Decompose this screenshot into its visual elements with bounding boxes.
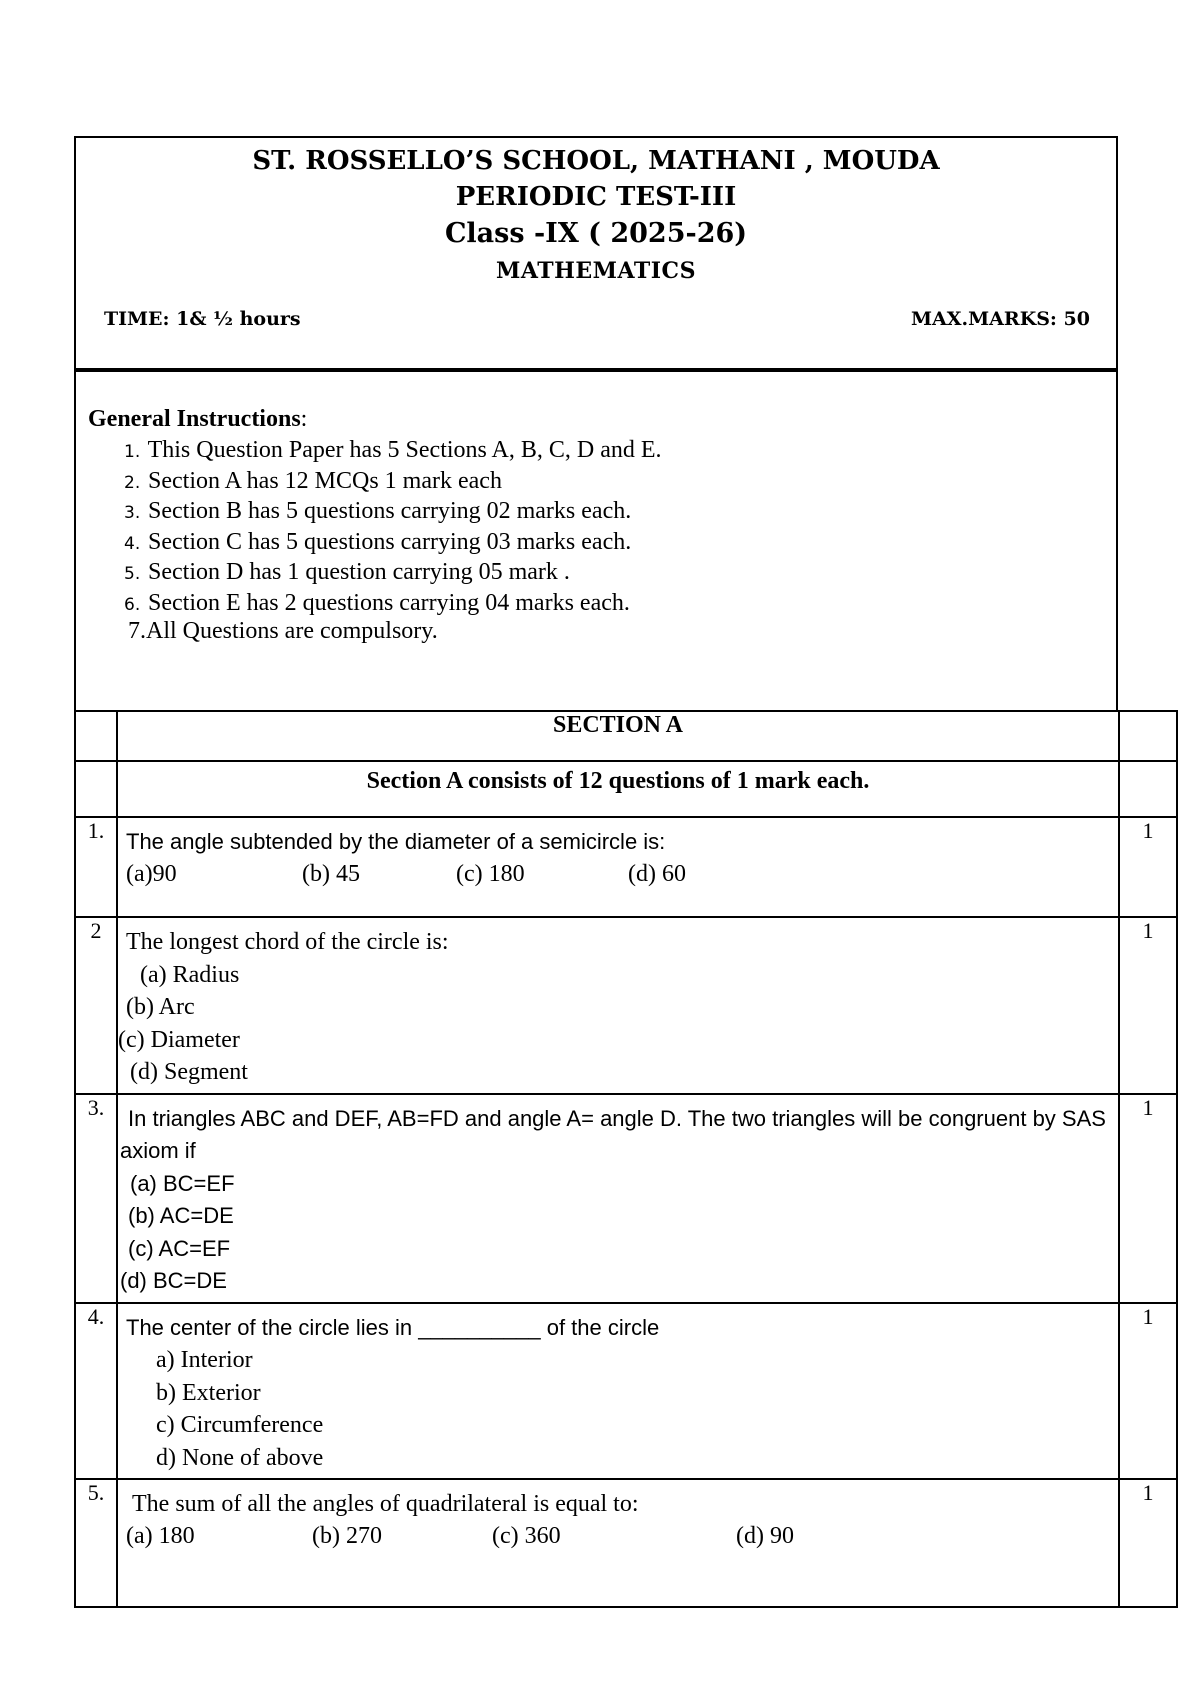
question-number: 5.: [75, 1479, 117, 1607]
question-row: [75, 1479, 1177, 1607]
section-subtitle-row: [75, 761, 1177, 817]
paper-header: [74, 136, 1118, 372]
option: (a) Radius: [140, 961, 240, 988]
question-number: 2: [75, 917, 117, 1094]
option: (c) 180: [456, 861, 525, 887]
options-row: [126, 1520, 1110, 1552]
question-number: 3.: [75, 1094, 117, 1303]
question-stem: The sum of all the angles of quadrilateral is equal to:: [132, 1491, 639, 1517]
option: (b) Arc: [126, 994, 195, 1020]
question-body: [118, 818, 1118, 894]
instructions-box: [74, 372, 1118, 712]
option: (a) 180: [126, 1523, 195, 1549]
section-title-row: [75, 711, 1177, 761]
question-row: [75, 1303, 1177, 1480]
option: (a)90: [126, 861, 177, 887]
question-body: [118, 1480, 1118, 1556]
instruction-item: 3. Section B has 5 questions carrying 02 marks each.: [124, 498, 632, 524]
question-number: 1.: [75, 817, 117, 917]
question-stem: The angle subtended by the diameter of a semicircle is:: [126, 829, 666, 854]
option: (d) Segment: [130, 1059, 248, 1085]
question-stem: The center of the circle lies in __________ of the circle: [126, 1314, 660, 1340]
option: d) None of above: [156, 1444, 324, 1471]
instruction-item: 1. This Question Paper has 5 Sections A, B, C, D and E.: [124, 437, 662, 463]
question-stem: The longest chord of the circle is:: [126, 929, 449, 955]
option: a) Interior: [156, 1347, 253, 1373]
test-name: PERIODIC TEST-III: [455, 182, 737, 212]
question-body: [118, 1304, 1118, 1479]
subject: MATHEMATICS: [496, 258, 696, 284]
section-title: SECTION A: [117, 711, 1119, 761]
instruction-item: 2. Section A has 12 MCQs 1 mark each: [124, 467, 502, 494]
section-subtitle: Section A consists of 12 questions of 1 mark each.: [117, 761, 1119, 817]
question-marks: 1: [1119, 817, 1177, 917]
question-row: [75, 917, 1177, 1094]
option: (d) 60: [628, 861, 686, 887]
instruction-item: 5. Section D has 1 question carrying 05 mark .: [124, 559, 570, 585]
instructions-list: [124, 436, 662, 619]
question-row: [75, 817, 1177, 917]
option: (b) 270: [312, 1523, 382, 1549]
instruction-item: 6. Section E has 2 questions carrying 04 marks each.: [124, 589, 630, 616]
question-marks: 1: [1119, 1303, 1177, 1480]
instructions-title: General Instructions:: [88, 406, 308, 432]
time-allowed: TIME: 1& ½ hours: [104, 308, 301, 330]
option: (c) Diameter: [118, 1026, 240, 1053]
option: (c) AC=EF: [128, 1235, 231, 1261]
question-marks: 1: [1119, 917, 1177, 1094]
max-marks: MAX.MARKS: 50: [911, 308, 1090, 330]
class-line: Class -IX ( 2025-26): [444, 218, 748, 249]
question-marks: 1: [1119, 1479, 1177, 1607]
option: (a) BC=EF: [130, 1170, 235, 1196]
questions-table: [74, 710, 1178, 1608]
instruction-item: 4. Section C has 5 questions carrying 03 marks each.: [124, 528, 632, 555]
question-stem: In triangles ABC and DEF, AB=FD and angle A= angle D. The two triangles will be congruent by SAS axiom if: [120, 1105, 1106, 1163]
option: (b) 45: [302, 861, 360, 887]
option: c) Circumference: [156, 1412, 324, 1438]
question-body: [118, 1095, 1118, 1302]
option: (b) AC=DE: [128, 1203, 234, 1228]
school-name: ST. ROSSELLO’S SCHOOL, MATHANI , MOUDA: [252, 146, 940, 176]
option: (d) BC=DE: [120, 1268, 227, 1293]
options-row: [126, 858, 1110, 890]
option: (c) 360: [492, 1523, 561, 1549]
option: (d) 90: [736, 1523, 794, 1549]
instruction-item-last: 7.All Questions are compulsory.: [128, 618, 438, 644]
question-row: [75, 1094, 1177, 1303]
question-marks: 1: [1119, 1094, 1177, 1303]
option: b) Exterior: [156, 1379, 261, 1406]
question-number: 4.: [75, 1303, 117, 1480]
question-body: [118, 918, 1118, 1093]
